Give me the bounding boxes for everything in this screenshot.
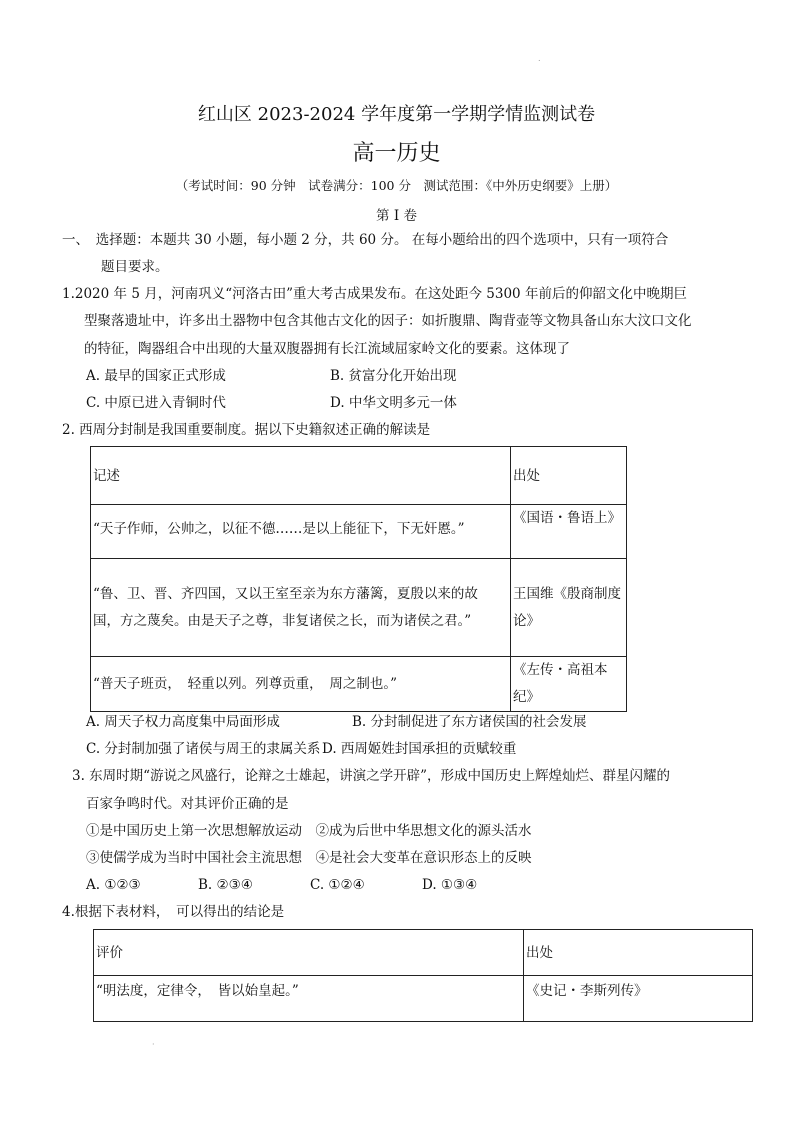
q3-stem-line1: 3. 东周时期“游说之风盛行，论辩之士雄起，讲演之学开辟”，形成中国历史上辉煌灿烂、群星闪耀的 bbox=[72, 768, 670, 784]
q3-option-b: B. ②③④ bbox=[198, 877, 253, 893]
q2-row2-source bbox=[511, 559, 627, 657]
table-header-row bbox=[94, 930, 753, 976]
scan-mark: · bbox=[152, 1040, 155, 1049]
q2-row2-record-line1: “鲁、卫、晋、齐四国，又以王室至亲为东方藩篱，夏殷以来的故 bbox=[93, 585, 478, 602]
q2-row2-source-line2: 论》 bbox=[513, 612, 540, 629]
q1-option-d: D. 中华文明多元一体 bbox=[330, 395, 457, 411]
q4-header-record: 评价 bbox=[94, 930, 524, 976]
table-row bbox=[91, 657, 627, 712]
q2-option-c: C. 分封制加强了诸侯与周王的隶属关系 bbox=[86, 741, 321, 757]
q3-option-a: A. ①②③ bbox=[86, 877, 141, 893]
scan-mark: . bbox=[538, 54, 541, 63]
q4-row1-record: “明法度，定律令， 皆以始皇起。” bbox=[94, 976, 524, 1022]
q2-option-b: B. 分封制促进了东方诸侯国的社会发展 bbox=[352, 714, 587, 730]
q1-stem-line3: 的特征，陶器组合中出现的大量双腹器拥有长江流域屈家岭文化的要素。这体现了 bbox=[84, 341, 570, 357]
q2-row3-record: “普天子班贡， 轻重以列。列尊贡重， 周之制也。” bbox=[91, 657, 511, 712]
q2-row2-record-line2: 国，方之蔑矣。由是天子之尊，非复诸侯之长，而为诸侯之君。” bbox=[93, 612, 472, 629]
subject-title: 高一历史 bbox=[352, 141, 441, 166]
q4-stem: 4.根据下表材料， 可以得出的结论是 bbox=[62, 904, 285, 920]
q3-statement-line2: ③使儒学成为当时中国社会主流思想 ④是社会大变革在意识形态上的反映 bbox=[86, 850, 532, 866]
q2-row3-source bbox=[511, 657, 627, 712]
q2-table bbox=[90, 446, 627, 712]
q2-row1-source: 《国语・鲁语上》 bbox=[511, 505, 627, 559]
q4-header-source: 出处 bbox=[524, 930, 753, 976]
q3-statement-line1: ①是中国历史上第一次思想解放运动 ②成为后世中华思想文化的源头活水 bbox=[86, 823, 532, 839]
table-row bbox=[91, 505, 627, 559]
q4-table bbox=[93, 929, 753, 1022]
q1-option-a: A. 最早的国家正式形成 bbox=[86, 368, 226, 384]
exam-title: 红山区 2023-2024 学年度第一学期学情监测试卷 bbox=[197, 104, 596, 125]
volume-label: 第 I 卷 bbox=[376, 208, 417, 224]
q1-option-c: C. 中原已进入青铜时代 bbox=[86, 395, 226, 411]
q1-option-b: B. 贫富分化开始出现 bbox=[330, 368, 457, 384]
q2-row2-record bbox=[91, 559, 511, 657]
q2-option-d: D. 西周姬姓封国承担的贡赋较重 bbox=[322, 741, 517, 757]
exam-info: （考试时间：90 分钟 试卷满分：100 分 测试范围：《中外历史纲要》上册） bbox=[175, 178, 618, 193]
q2-option-a: A. 周天子权力高度集中局面形成 bbox=[86, 714, 280, 730]
q3-stem-line2: 百家争鸣时代。对其评价正确的是 bbox=[86, 796, 289, 812]
q1-stem-line2: 型聚落遗址中，许多出土器物中包含其他古文化的因子：如折腹鼎、陶背壶等文物具备山东大汶口文化 bbox=[84, 313, 692, 329]
section-instruction-line2: 题目要求。 bbox=[101, 259, 169, 275]
q3-option-c: C. ①②④ bbox=[310, 877, 365, 893]
q2-row1-record: “天子作师，公帅之，以征不德……是以上能征下，下无奸慝。” bbox=[91, 505, 511, 559]
q2-row3-source-line1: 《左传・高祖本 bbox=[513, 662, 608, 678]
q1-stem-line1: 1.2020 年 5 月，河南巩义“河洛古田”重大考古成果发布。在这处距今 5300 年前后的仰韶文化中晚期巨 bbox=[62, 286, 687, 302]
section-instruction-line1: 一、 选择题：本题共 30 小题，每小题 2 分，共 60 分。 在每小题给出的四个选项中，只有一项符合 bbox=[62, 232, 669, 248]
q3-option-d: D. ①③④ bbox=[422, 877, 478, 893]
table-header-row bbox=[91, 447, 627, 505]
q2-stem: 2. 西周分封制是我国重要制度。据以下史籍叙述正确的解读是 bbox=[62, 422, 431, 438]
q2-row2-source-line1: 王国维《殷商制度 bbox=[513, 585, 621, 602]
q2-row3-source-line2: 纪》 bbox=[513, 689, 540, 705]
q4-row1-source: 《史记・李斯列传》 bbox=[524, 976, 753, 1022]
q2-header-source: 出处 bbox=[511, 447, 627, 505]
table-row bbox=[91, 559, 627, 657]
table-row bbox=[94, 976, 753, 1022]
q2-header-record: 记述 bbox=[91, 447, 511, 505]
